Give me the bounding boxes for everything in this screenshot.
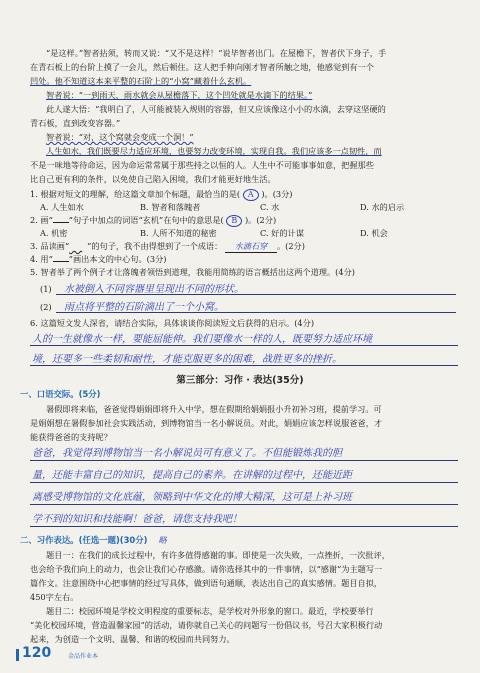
footer-accent-bar [16, 649, 19, 661]
question-6: 6. 这篇短文发人深省，请结合实际，具体谈谈你阅读短文后获得的启示。(4分) [30, 318, 315, 328]
writing-prompt-line: 也会给予我们向上的动力，也会让我们心存感激。请你选择其中的一件事情，以“感谢”为主题写一 [30, 564, 383, 574]
answer-line [30, 482, 458, 483]
answer-circle: B [226, 215, 242, 227]
handwritten-answer: 学不到的知识和技能啊！爸爸，请您支持我吧！ [32, 514, 242, 525]
passage-line [30, 74, 458, 89]
passage-line [30, 144, 458, 159]
handwritten-answer: 水被倒入不同容器里呈现出不同的形状。 [64, 284, 244, 295]
answer-line [56, 294, 456, 295]
passage-line [30, 130, 458, 145]
handwritten-answer: 爸爸，我觉得到博物馆当一名小解说员可有意义了。不但能锻炼我的胆 [32, 448, 342, 459]
option-a: A. 人生如水 [40, 202, 84, 212]
idiom-answer: 水滴石穿 [225, 240, 277, 253]
handwritten-answer: 离感受博物馆的文化底蕴，领略到中华文化的博大精深，这可是上补习班 [32, 492, 352, 503]
answer-line [30, 504, 458, 505]
handwritten-answer: 雨点将平整的石阶滴出了一个小窝。 [64, 302, 224, 313]
oral-prompt-line: 是娟娟想在暑假参加社会实践活动，到博物馆当一名小解说员。对此，娟娟应该怎样说服爸爸，才 [30, 418, 383, 428]
writing-prompt-line: 题目二：校园环境是学校文明程度的重要标志，是学校对外形象的窗口。最近，学校要举行 [46, 606, 374, 616]
option-d: D. 水的启示 [360, 202, 405, 212]
underlined-sentence: 凹处。他不知道这本来平整的石阶上的“小窝”藏着什么玄机。 [30, 76, 252, 86]
answer-label: (2) [40, 302, 52, 312]
answer-label: (1) [40, 284, 52, 294]
option-c: C. 好的计谋 [260, 228, 304, 238]
writing-heading: 二、习作表达。(任选一题)(30分) 略 [20, 535, 167, 545]
option-d: D. 机会 [360, 228, 388, 238]
underlined-sentence: 智者说：“一到雨天，雨水就会从屋檐落下，这个凹处就是水滴下的结果。” [46, 90, 313, 100]
writing-prompt-line: 450字左右。 [30, 592, 79, 602]
section-title: 第三部分：习作 · 表达(35分) [176, 375, 304, 386]
answer-line [30, 365, 458, 366]
passage-line: 青石板，直到改变容器。” [30, 118, 121, 128]
writing-prompt-line: 题目一：在我们的成长过程中，有许多值得感谢的事。即使是一次失败，一点挫折，一次批评， [46, 550, 390, 560]
passage-line: 此人遂大悟：“我明白了，人可能被装入规则的容器，但又应该像这小小的水滴，去穿这坚硬的 [46, 104, 386, 114]
answer-line [30, 345, 458, 346]
passage-line: “是这样。”智者拈须，转而又说：“又不是这样！”说毕智者出门。在屋檐下，智者伏下身子，手 [46, 48, 387, 58]
central-sentence: 人生如水，我们既要尽力适应环境，也要努力改变环境，实现自我。我们应该多一点韧性，而 [46, 146, 382, 156]
writing-prompt-line: 篇作文。注意围绕中心把事情的经过写具体，做到语句通顺，表达出自己的真实感情。题目自拟， [30, 578, 383, 588]
handwritten-answer: 人的一生就像水一样，要能屈能伸。我们要像水一样的人，既要努力适应环境 [32, 334, 372, 345]
question-2: 2. 画“ ”句子中加点的词语“玄机”在句中的意思是( B )。(2分) [30, 215, 277, 225]
question-3: 3. 品读画“ ”的句子，我不由得想到了一个成语： 水滴石穿 。(2分) [30, 241, 305, 251]
oral-heading: 一、口语交际。(5分) [20, 389, 101, 399]
option-b: B. 智者和落魄者 [140, 202, 201, 212]
oral-prompt-line: 暑假即将来临，爸爸觉得娟娟即将升入中学，想在假期给娟娟报小升初补习班，提前学习。可 [46, 404, 382, 414]
passage-line: 比自己更有利的条件，以免使自己陷入困境，我们才能更好地生活。 [30, 174, 276, 184]
question-4: 4. 用“ ”画出本文的中心句。(3分) [30, 254, 167, 264]
option-c: C. 水 [260, 202, 280, 212]
answer-line [56, 312, 456, 313]
option-b: B. 人所不知道的秘密 [140, 228, 217, 238]
footer-label: 金品作业本 [68, 653, 99, 660]
answer-circle: A [243, 189, 259, 201]
question-1: 1. 根据对短文的理解，给这篇文章加个标题，最恰当的是( A )。(3分) [30, 189, 293, 199]
answer-line [30, 460, 458, 461]
handwritten-answer: 量，还能丰富自己的知识，提高自己的素养。在讲解的过程中，还能近距 [32, 470, 352, 481]
writing-prompt-line: 起来，为创造一个文明、温馨、和谐的校园而共同努力。 [30, 634, 235, 644]
handwritten-note: 略 [158, 535, 167, 545]
answer-line [30, 526, 458, 527]
passage-line: 在青石板上的台阶上摸了一会儿，然后顿住。这人把手伸向刚才智者所触之地，他感觉到有一个 [30, 62, 374, 72]
passage-line [30, 88, 458, 103]
question-5: 5. 智者举了两个例子才让落魄者领悟到道理，我能用简练的语言概括出这两个道理。(4分) [30, 267, 355, 277]
handwritten-answer: 境，还要多一些柔韧和耐性，才能克服更多的困难，战胜更多的挫折。 [32, 354, 342, 365]
page-number: 120 [22, 645, 52, 661]
option-a: A. 机密 [40, 228, 68, 238]
passage-line: 不是一味地等待命运，因为命运常常属于那些持之以恒的人。人生中不可能事事如意，把握那些 [30, 160, 374, 170]
wavy-underlined-sentence: 智者说：“对，这个窝就会变成一个洞！” [46, 132, 194, 142]
oral-prompt-line: 能获得爸爸的支持呢？ [30, 432, 112, 442]
writing-prompt-line: “美化校园环境，营造温馨家园”的活动，请你就自己关心的问题写一份倡议书，号召大家积极行动 [30, 620, 383, 630]
